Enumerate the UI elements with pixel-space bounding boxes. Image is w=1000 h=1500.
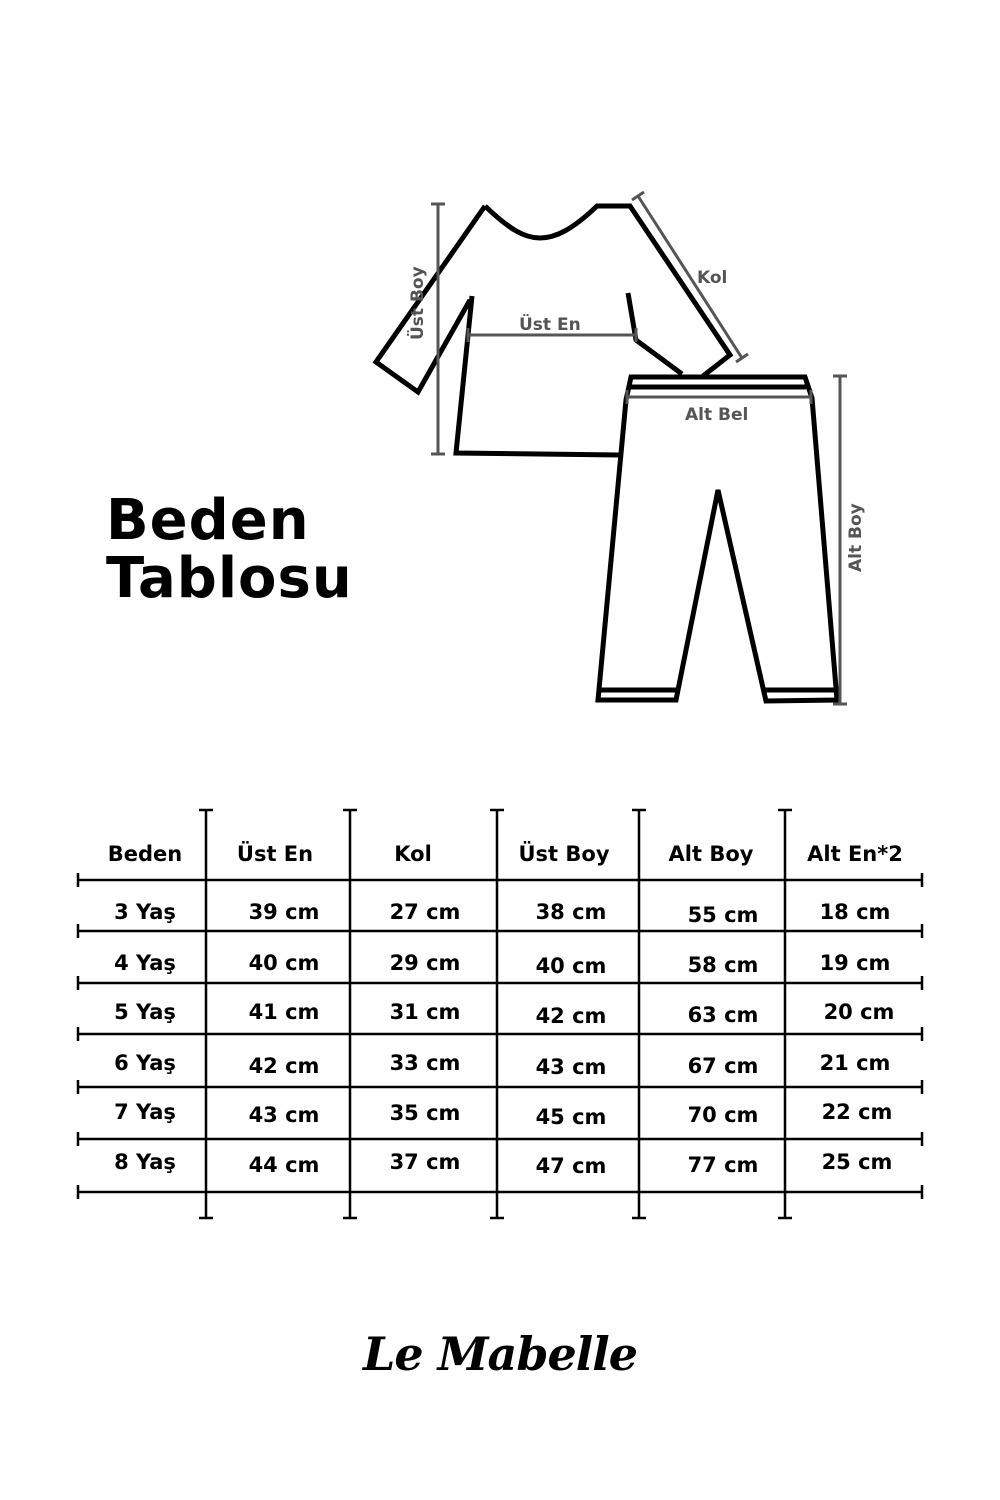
table-cell: 38 cm — [535, 900, 607, 924]
brand-logo-script — [363, 1318, 637, 1398]
label-alt-boy: Alt Boy — [846, 503, 866, 572]
table-cell: 37 cm — [389, 1150, 461, 1174]
table-cell: 47 cm — [535, 1154, 607, 1178]
table-cell: 67 cm — [687, 1054, 759, 1078]
table-cell: 39 cm — [248, 900, 320, 924]
table-cell: 25 cm — [821, 1150, 893, 1174]
table-cell: 8 Yaş — [114, 1150, 176, 1174]
table-cell: 7 Yaş — [114, 1100, 176, 1124]
header-ust-en: Üst En — [236, 842, 314, 866]
table-cell: 33 cm — [389, 1051, 461, 1075]
table-cell: 19 cm — [819, 951, 891, 975]
table-cell: 29 cm — [389, 951, 461, 975]
header-beden: Beden — [107, 842, 183, 866]
table-cell: 18 cm — [819, 900, 891, 924]
table-cell: 42 cm — [248, 1054, 320, 1078]
label-alt-bel: Alt Bel — [685, 405, 749, 425]
table-cell: 20 cm — [823, 1000, 895, 1024]
table-cell: 45 cm — [535, 1105, 607, 1129]
table-cell: 40 cm — [535, 954, 607, 978]
title-line-1: Beden — [106, 488, 310, 553]
table-cell: 31 cm — [389, 1000, 461, 1024]
header-ust-boy: Üst Boy — [518, 842, 610, 866]
svg-text:Le Mabelle: Le Mabelle — [363, 1327, 637, 1381]
table-cell: 21 cm — [819, 1051, 891, 1075]
table-cell: 44 cm — [248, 1153, 320, 1177]
table-cell: 63 cm — [687, 1003, 759, 1027]
table-cell: 58 cm — [687, 953, 759, 977]
table-cell: 6 Yaş — [114, 1051, 176, 1075]
table-cell: 55 cm — [687, 903, 759, 927]
table-cell: 5 Yaş — [114, 1000, 176, 1024]
label-ust-boy: Üst Boy — [408, 266, 428, 340]
table-cell: 43 cm — [248, 1103, 320, 1127]
label-kol: Kol — [697, 268, 728, 288]
table-cell: 70 cm — [687, 1103, 759, 1127]
table-cell: 40 cm — [248, 951, 320, 975]
label-ust-en: Üst En — [519, 315, 581, 335]
table-cell: 22 cm — [821, 1100, 893, 1124]
table-cell: 4 Yaş — [114, 951, 176, 975]
table-cell: 27 cm — [389, 900, 461, 924]
header-alt-en: Alt En*2 — [807, 842, 903, 866]
brand-logo — [0, 1318, 1000, 1402]
table-cell: 77 cm — [687, 1153, 759, 1177]
header-alt-boy: Alt Boy — [668, 842, 754, 866]
table-cell: 43 cm — [535, 1055, 607, 1079]
header-kol: Kol — [394, 842, 432, 866]
table-cell: 3 Yaş — [114, 900, 176, 924]
table-cell: 42 cm — [535, 1004, 607, 1028]
table-cell: 35 cm — [389, 1101, 461, 1125]
title-line-2: Tablosu — [106, 546, 353, 611]
table-cell: 41 cm — [248, 1000, 320, 1024]
